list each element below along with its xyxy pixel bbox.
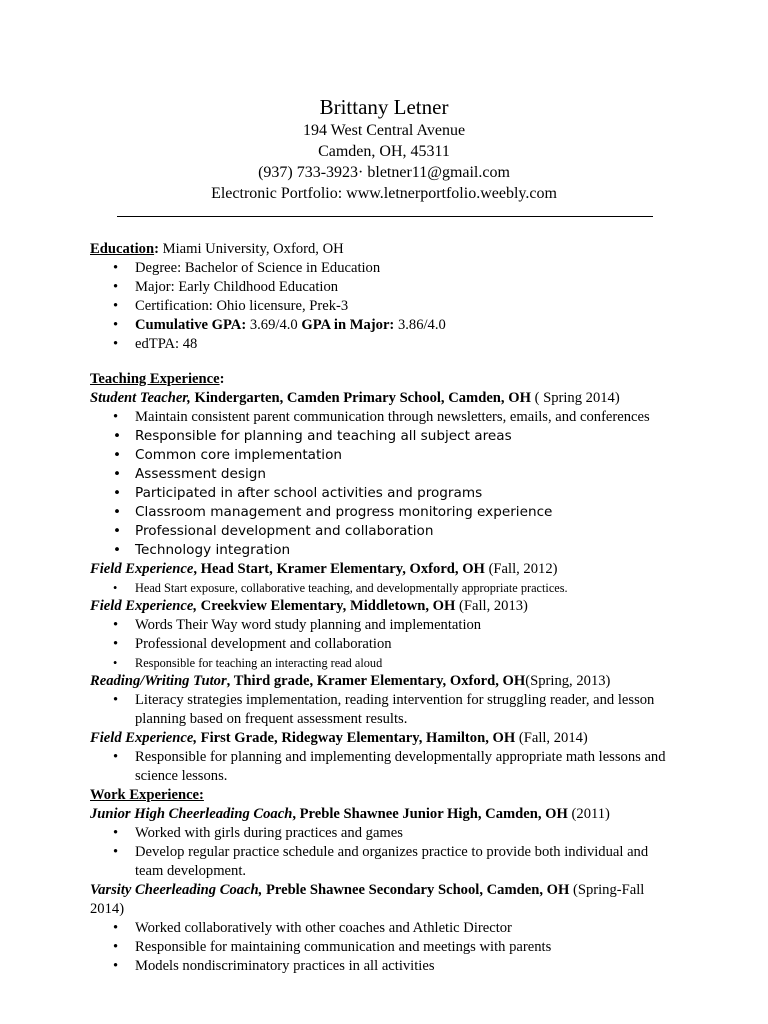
job-role: Student Teacher, [90, 390, 191, 406]
job-place: Kindergarten, Camden Primary School, Camden, OH [190, 390, 531, 406]
list-item-text: Worked collaboratively with other coaches and Athletic Director [135, 920, 512, 936]
teaching-heading: Teaching Experience [90, 371, 220, 387]
list-item [90, 691, 680, 729]
resume-body [90, 240, 680, 976]
bullet-icon: • [113, 542, 122, 558]
list-item [90, 465, 680, 484]
student-teacher-list [90, 408, 680, 560]
section-gap [90, 354, 680, 370]
list-item-text: Common core implementation [135, 447, 343, 463]
bullet-icon: • [113, 939, 119, 955]
list-item [90, 654, 680, 672]
education-heading: Education [90, 241, 155, 257]
job-place: Creekview Elementary, Middletown, OH [197, 598, 456, 614]
teaching-heading-colon: : [219, 371, 225, 387]
list-item-text: Professional development and collaboration [135, 523, 434, 539]
job-role: Reading/Writing Tutor [90, 673, 227, 689]
work-section [90, 786, 680, 976]
list-item-text: Develop regular practice schedule and organizes practice to provide both individual and team development. [135, 844, 649, 879]
list-item-text: Maintain consistent parent communication through newsletters, emails, and conferences [135, 409, 650, 425]
list-item [90, 408, 680, 427]
list-item [90, 297, 680, 316]
work-heading-line [90, 786, 680, 805]
tutor-entry [90, 672, 680, 691]
bullet-icon: • [113, 617, 119, 633]
header-divider [117, 216, 653, 217]
job-place: , Third grade, Kramer Elementary, Oxford, OH [226, 673, 526, 689]
job-place: First Grade, Ridegway Elementary, Hamilton, OH [197, 730, 516, 746]
gpa-value: 3.69/4.0 [246, 317, 302, 333]
list-item [90, 748, 680, 786]
varsity-coach-entry [90, 881, 680, 919]
list-item-text: Responsible for planning and implementing developmentally appropriate math lessons and science lessons. [135, 749, 666, 784]
major-gpa-label: GPA in Major: [301, 317, 395, 333]
bullet-icon: • [113, 581, 118, 595]
job-role: Field Experience, [90, 730, 198, 746]
applicant-name: Brittany Letner [319, 95, 449, 119]
teaching-section [90, 370, 680, 786]
bullet-icon: • [113, 428, 122, 444]
list-item [90, 579, 680, 597]
job-date: (Fall, 2013) [455, 598, 528, 614]
junior-coach-entry [90, 805, 680, 824]
list-item-text: Responsible for planning and teaching all subject areas [135, 428, 512, 444]
education-line [90, 240, 680, 259]
list-item [90, 335, 680, 354]
list-item-text: Models nondiscriminatory practices in all activities [135, 958, 435, 974]
job-role: Field Experience, [90, 598, 198, 614]
list-item [90, 259, 680, 278]
list-item-text: Worked with girls during practices and games [135, 825, 403, 841]
bullet-icon: • [113, 447, 122, 463]
list-item [90, 427, 680, 446]
list-item [90, 957, 680, 976]
field-experience-2-list [90, 616, 680, 672]
list-item-text: Technology integration [135, 542, 291, 558]
bullet-icon: • [113, 409, 119, 425]
address-line-2: Camden, OH, 45311 [318, 143, 450, 160]
bullet-icon: • [113, 920, 119, 936]
list-item-text: Head Start exposure, collaborative teaching, and developmentally appropriate practices. [135, 581, 568, 595]
education-heading-colon: : [154, 241, 159, 257]
bullet-icon: • [113, 692, 119, 708]
list-item-text: Responsible for teaching an interacting read aloud [135, 656, 383, 670]
list-item-text: Major: Early Childhood Education [135, 279, 339, 295]
list-item [90, 446, 680, 465]
bullet-icon: • [113, 485, 122, 501]
bullet-icon: • [113, 317, 119, 333]
bullet-icon: • [113, 656, 118, 670]
education-school: Miami University, Oxford, OH [158, 241, 344, 257]
resume-header [0, 94, 768, 204]
list-item [90, 522, 680, 541]
job-role: Varsity Cheerleading Coach, [90, 882, 263, 898]
varsity-coach-list [90, 919, 680, 976]
bullet-icon: • [113, 749, 119, 765]
job-date: (2011) [567, 806, 610, 822]
field-experience-3-entry [90, 729, 680, 748]
list-item [90, 843, 680, 881]
list-item-text: Literacy strategies implementation, reading intervention for struggling reader, and lesson planning based on frequent assessment results. [135, 692, 655, 727]
list-item [90, 938, 680, 957]
job-role: Junior High Cheerleading Coach [90, 806, 293, 822]
portfolio-link: Electronic Portfolio: www.letnerportfolio.weebly.com [211, 185, 557, 202]
job-place: , Head Start, Kramer Elementary, Oxford, OH [193, 561, 485, 577]
list-item-text: Classroom management and progress monitoring experience [135, 504, 553, 520]
list-item [90, 484, 680, 503]
bullet-icon: • [113, 825, 119, 841]
bullet-icon: • [113, 844, 119, 860]
bullet-icon: • [113, 466, 122, 482]
list-item [90, 635, 680, 654]
bullet-icon: • [113, 298, 119, 314]
list-item-text: Degree: Bachelor of Science in Education [135, 260, 381, 276]
list-item [90, 503, 680, 522]
list-item [90, 278, 680, 297]
tutor-list [90, 691, 680, 729]
list-item [90, 316, 680, 335]
job-date: (Spring, 2013) [525, 673, 611, 689]
major-gpa-value: 3.86/4.0 [394, 317, 446, 333]
education-list [90, 259, 680, 354]
job-date: (Fall, 2012) [484, 561, 558, 577]
field-experience-3-list [90, 748, 680, 786]
list-item-text: Certification: Ohio licensure, Prek-3 [135, 298, 349, 314]
bullet-icon: • [113, 504, 122, 520]
field-experience-1-list [90, 579, 680, 597]
list-item [90, 919, 680, 938]
job-date: ( Spring 2014) [530, 390, 620, 406]
list-item-text: Assessment design [135, 466, 266, 482]
edtpa-score: edTPA: 48 [135, 336, 198, 352]
bullet-icon: • [113, 279, 119, 295]
job-date: (Fall, 2014) [515, 730, 588, 746]
list-item-text: Responsible for maintaining communication and meetings with parents [135, 939, 552, 955]
education-section [90, 240, 680, 354]
list-item [90, 616, 680, 635]
field-experience-1-entry [90, 560, 680, 579]
field-experience-2-entry [90, 597, 680, 616]
gpa-label: Cumulative GPA: [135, 317, 247, 333]
bullet-icon: • [113, 523, 122, 539]
teaching-heading-line [90, 370, 680, 389]
job-place: Preble Shawnee Secondary School, Camden, OH [262, 882, 570, 898]
list-item [90, 541, 680, 560]
phone-email: (937) 733-3923· bletner11@gmail.com [258, 164, 510, 181]
junior-coach-list [90, 824, 680, 881]
list-item-text: Professional development and collaboration [135, 636, 392, 652]
bullet-icon: • [113, 636, 119, 652]
list-item [90, 824, 680, 843]
bullet-icon: • [113, 336, 119, 352]
job-role: Field Experience [90, 561, 194, 577]
job-place: , Preble Shawnee Junior High, Camden, OH [292, 806, 568, 822]
address-line-1: 194 West Central Avenue [302, 122, 466, 139]
work-heading: Work Experience: [90, 787, 204, 803]
bullet-icon: • [113, 260, 119, 276]
job-date: (Spring-Fall 2014) [90, 882, 645, 917]
list-item-text: Words Their Way word study planning and implementation [135, 617, 482, 633]
bullet-icon: • [113, 958, 119, 974]
list-item-text: Participated in after school activities and programs [135, 485, 483, 501]
student-teacher-entry [90, 389, 680, 408]
